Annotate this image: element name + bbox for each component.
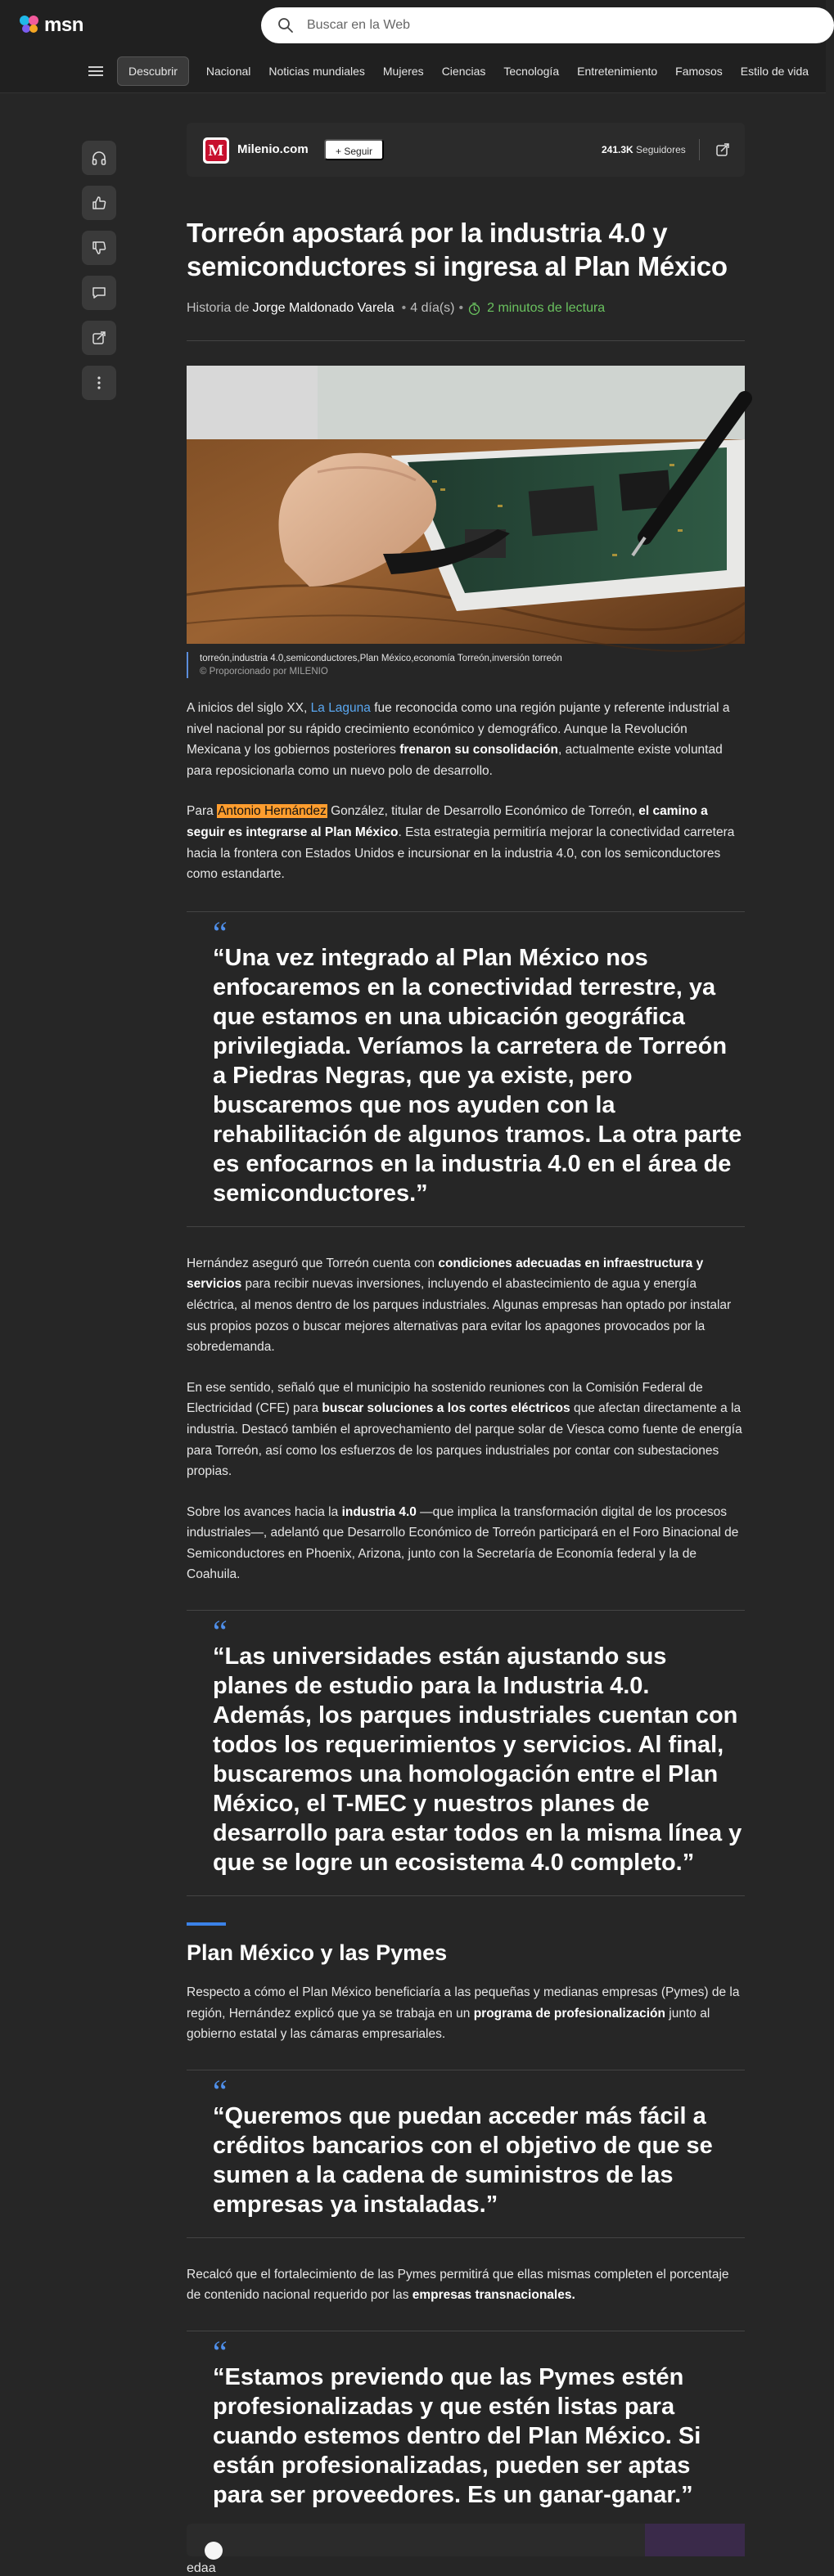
nav-items [117, 56, 818, 86]
followers-number: 241.3K [602, 144, 633, 155]
highlighted-name[interactable]: Antonio Hernández [218, 804, 327, 819]
section-heading: Plan México y las Pymes [187, 1940, 448, 1966]
nav-item-entretenimiento[interactable]: Entretenimiento [577, 65, 658, 78]
pull-quote [187, 2070, 745, 2238]
quote-text: “Las universidades están ajustando sus planes de estudio para la Industria 4.0. Además, los parques industriales cuentan con todos los requerimientos y servicios. Al final, buscaremos una homologación entre el Plan México, el T-MEC y nuestros planes de desarrollo para estar todos en la misma línea y que se logre un ecosistema 4.0 completo.” [213, 1643, 742, 1877]
logo-text: msn [44, 14, 83, 36]
bold-text: empresas transnacionales. [412, 2288, 575, 2303]
text: En ese sentido, señaló que el municipio ha sostenido reuniones con la Comisión Federal de Electricidad (CFE) para [187, 1380, 703, 1416]
quote-text: “Estamos previendo que las Pymes estén profesionalizadas y que estén listas para cuando estemos dentro del Plan México. Si están profesionalizadas, pueden ser aptas para ser proveedores. Es un ganar-ganar.” [213, 2364, 701, 2509]
text: , actualmente existe voluntad para reposicionarla como un nuevo polo de desarrollo. [187, 743, 723, 778]
nav-item-descubrir[interactable]: Descubrir [117, 56, 189, 86]
text: A inicios del siglo XX, [187, 701, 311, 715]
text: González, titular de Desarrollo Económico de Torreón, [327, 804, 639, 819]
article-age: 4 día(s) [410, 301, 455, 315]
nav-item-estilo-de-vida[interactable]: Estilo de vida [740, 65, 809, 78]
nav-item-famosos[interactable]: Famosos [675, 65, 723, 78]
milenio-logo[interactable] [203, 137, 229, 164]
nav-item-tecnologia[interactable]: Tecnología [503, 65, 560, 78]
bold-text: el camino a seguir es integrarse al Plan México [187, 804, 708, 839]
image-caption [187, 652, 745, 678]
logo-letter: M [205, 140, 227, 161]
la-laguna-link[interactable]: La Laguna [310, 701, 371, 715]
paragraph [187, 1378, 745, 1482]
listen-button[interactable] [82, 141, 116, 175]
article-column [187, 123, 745, 2576]
nav-item-mujeres[interactable]: Mujeres [382, 65, 424, 78]
follow-button[interactable]: + Seguir [324, 139, 384, 160]
comment-icon [91, 285, 107, 301]
text: Para [187, 804, 218, 819]
bold-text: frenaron su consolidación [399, 743, 558, 758]
quote-text: “Una vez integrado al Plan México nos enfocaremos en la conectividad terrestre, ya que estamos en una ubicación geográfica privilegiada. Veríamos la carretera de Torreón a Piedras Negras, que ya existe, pero buscaremos que nos ayuden con la rehabilitación de algunos tramos. La otra parte es enfocarnos en la industria 4.0 en el área de semiconductores.” [213, 944, 742, 1207]
category-nav [0, 51, 826, 93]
search-bar[interactable] [261, 7, 834, 43]
bold-text: industria 4.0 [341, 1504, 417, 1519]
quote-mark-icon: “ [213, 914, 228, 951]
followers-count [602, 144, 686, 155]
clock-icon [467, 302, 481, 316]
caption-text: torreón,industria 4.0,semiconductores,Plan México,economía Torreón,inversión torreón [200, 654, 562, 663]
external-link-icon[interactable] [715, 142, 731, 158]
quote-mark-icon: “ [213, 2072, 228, 2110]
paragraph [187, 1982, 745, 2045]
nav-item-noticias-mundiales[interactable]: Noticias mundiales [268, 65, 365, 78]
text: que afectan directamente a la industria. Destacó también el aprovechamiento del parque solar de Viesca como fuente de energía para Torreón, así como los esfuerzos de los parques industriales por contar con subestaciones propias. [187, 1401, 742, 1479]
hero-image[interactable] [187, 366, 745, 644]
divider [699, 139, 700, 160]
read-time [467, 301, 605, 316]
paragraph [187, 698, 745, 781]
search-icon [277, 17, 294, 34]
next-article-card[interactable] [187, 2524, 745, 2556]
source-name[interactable]: Milenio.com [237, 142, 309, 156]
pull-quote [187, 911, 745, 1227]
divider [187, 340, 745, 341]
dot-separator: • [401, 301, 407, 315]
signoff-text: edaa [187, 2561, 216, 2576]
text: Hernández aseguró que Torreón cuenta con [187, 1256, 439, 1270]
quote-mark-icon: “ [213, 1613, 228, 1651]
author-name[interactable]: Jorge Maldonado Varela [252, 301, 394, 315]
msn-logo[interactable] [18, 11, 83, 39]
circuit-board-photo [187, 366, 745, 644]
top-header [0, 0, 826, 51]
hamburger-menu-icon[interactable] [87, 64, 105, 80]
read-time-text: 2 minutos de lectura [487, 301, 606, 315]
bold-text: buscar soluciones a los cortes eléctricos [322, 1401, 570, 1416]
quote-text: “Queremos que puedan acceder más fácil a créditos bancarios con el objetivo de que se sumen a la cadena de suministros de las empresas ya instaladas.” [213, 2102, 713, 2218]
text: fue reconocida como una región pujante y referente industrial a nivel nacional por su rápido crecimiento económico y demográfico. Aunque la Revolución Mexicana y los gobiernos posteriores [187, 701, 730, 758]
text: Respecto a cómo el Plan México beneficiaría a las pequeñas y medianas empresas (Pymes) de la región, Hernández explicó que ya se trabaja en un [187, 1985, 740, 2021]
bold-text: programa de profesionalización [473, 2006, 665, 2021]
like-button[interactable] [82, 186, 116, 220]
thumbs-down-icon [91, 240, 107, 256]
text: junto al gobierno estatal y las cámaras empresariales. [187, 2006, 710, 2042]
dislike-button[interactable] [82, 231, 116, 265]
more-icon [91, 375, 107, 391]
text: para recibir nuevas inversiones, incluyendo el abastecimiento de agua y energía eléctrica, al menos dentro de los parques industriales. Algunas empresas han optado por instalar sus propios pozos o buscar mejores alternativas para evitar los apagones provocados por la sobredemanda. [187, 1277, 732, 1355]
text: Recalcó que el fortalecimiento de las Pymes permitirá que ellas mismas completen el porcentaje de contenido nacional requerido por las [187, 2267, 729, 2303]
next-thumbnail [645, 2524, 745, 2556]
paragraph [187, 801, 745, 884]
nav-item-ciencias[interactable]: Ciencias [441, 65, 486, 78]
pull-quote [187, 1610, 745, 1896]
nav-item-nacional[interactable]: Nacional [205, 65, 251, 78]
next-source-logo [205, 2542, 223, 2560]
thumbs-up-icon [91, 195, 107, 211]
byline [187, 301, 745, 316]
share-icon [91, 330, 107, 346]
text: Sobre los avances hacia la [187, 1504, 342, 1519]
paragraph [187, 1502, 745, 1585]
paragraph [187, 1253, 745, 1358]
headphones-icon [91, 150, 107, 166]
text: —que implica la transformación digital de los procesos industriales—, adelantó que Desarrollo Económico de Torreón participará en el Foro Binacional de Semiconductores en Phoenix, Arizona, junto con la Secretaría de Economía federal y la de Coahuila. [187, 1504, 739, 1582]
source-card [187, 123, 745, 177]
comment-button[interactable] [82, 276, 116, 310]
share-button[interactable] [82, 321, 116, 355]
section-accent-bar [187, 1922, 226, 1926]
text: . Esta estrategia permitiría mejorar la conectividad carretera hacia la frontera con Estados Unidos e incursionar en la industria 4.0, con los semiconductores como estandarte. [187, 825, 735, 882]
pull-quote [187, 2331, 745, 2529]
action-rail [82, 141, 116, 411]
byline-prefix: Historia de [187, 301, 250, 315]
followers-label: Seguidores [636, 144, 686, 155]
msn-butterfly-icon [18, 13, 43, 38]
dot-separator: • [458, 301, 464, 315]
article-title: Torreón apostará por la industria 4.0 y semiconductores si ingresa al Plan México [187, 218, 728, 281]
paragraph [187, 2264, 745, 2306]
quote-mark-icon: “ [213, 2334, 228, 2371]
image-credit: © Proporcionado por MILENIO [200, 667, 328, 677]
more-options-button[interactable] [82, 366, 116, 400]
search-input[interactable] [307, 18, 798, 33]
bold-text: condiciones adecuadas en infraestructura y servicios [187, 1256, 704, 1292]
